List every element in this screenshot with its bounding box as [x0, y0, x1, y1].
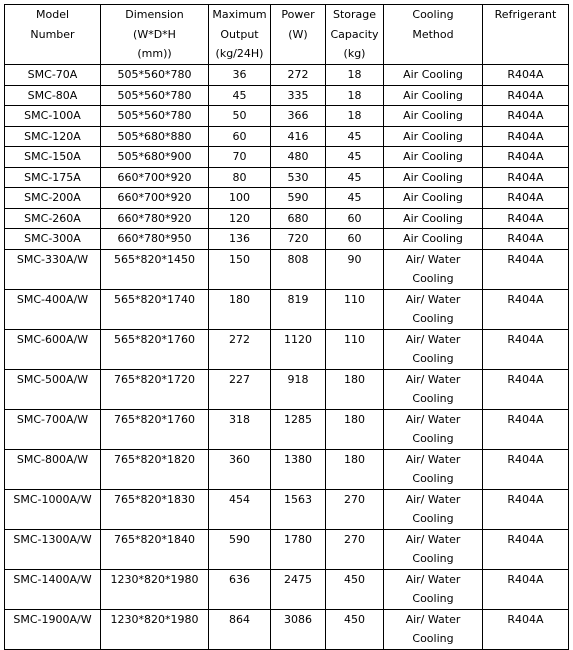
cell-model: SMC-200A	[5, 188, 101, 209]
table-row	[5, 208, 569, 229]
cell-output: 100	[209, 188, 271, 209]
cell-model: SMC-70A	[5, 65, 101, 86]
cell-dimension: 660*780*950	[101, 229, 209, 250]
cell-output: 70	[209, 147, 271, 168]
table-row	[5, 126, 569, 147]
table-row	[5, 489, 569, 529]
cell-storage: 110	[326, 329, 384, 369]
cell-dimension: 565*820*1740	[101, 289, 209, 329]
cell-storage: 60	[326, 208, 384, 229]
cell-refrigerant: R404A	[483, 229, 569, 250]
cell-model: SMC-700A/W	[5, 409, 101, 449]
header-cooling: Cooling Method	[384, 5, 483, 65]
cell-power: 1780	[271, 529, 326, 569]
cell-cooling: Air/ Water Cooling	[384, 569, 483, 609]
header-storage: Storage Capacity (kg)	[326, 5, 384, 65]
cell-power: 1563	[271, 489, 326, 529]
cell-model: SMC-1000A/W	[5, 489, 101, 529]
table-row	[5, 569, 569, 609]
cell-model: SMC-80A	[5, 85, 101, 106]
cell-storage: 180	[326, 409, 384, 449]
cell-model: SMC-300A	[5, 229, 101, 250]
cell-dimension: 505*680*880	[101, 126, 209, 147]
table-row	[5, 65, 569, 86]
cell-storage: 18	[326, 106, 384, 127]
cell-storage: 18	[326, 65, 384, 86]
cell-power: 590	[271, 188, 326, 209]
cell-refrigerant: R404A	[483, 208, 569, 229]
cell-refrigerant: R404A	[483, 65, 569, 86]
cell-dimension: 765*820*1830	[101, 489, 209, 529]
cell-dimension: 765*820*1840	[101, 529, 209, 569]
cell-output: 136	[209, 229, 271, 250]
cell-storage: 270	[326, 529, 384, 569]
cell-cooling: Air Cooling	[384, 208, 483, 229]
table-row	[5, 249, 569, 289]
cell-power: 272	[271, 65, 326, 86]
table-row	[5, 147, 569, 168]
cell-model: SMC-1900A/W	[5, 609, 101, 649]
cell-output: 120	[209, 208, 271, 229]
cell-storage: 60	[326, 229, 384, 250]
cell-dimension: 660*700*920	[101, 167, 209, 188]
cell-output: 864	[209, 609, 271, 649]
cell-model: SMC-1400A/W	[5, 569, 101, 609]
cell-dimension: 565*820*1760	[101, 329, 209, 369]
cell-output: 590	[209, 529, 271, 569]
cell-storage: 180	[326, 369, 384, 409]
cell-power: 3086	[271, 609, 326, 649]
cell-power: 335	[271, 85, 326, 106]
header-output: Maximum Output (kg/24H)	[209, 5, 271, 65]
table-row	[5, 167, 569, 188]
cell-refrigerant: R404A	[483, 409, 569, 449]
cell-output: 150	[209, 249, 271, 289]
cell-refrigerant: R404A	[483, 609, 569, 649]
cell-storage: 270	[326, 489, 384, 529]
cell-dimension: 765*820*1760	[101, 409, 209, 449]
cell-model: SMC-175A	[5, 167, 101, 188]
cell-cooling: Air/ Water Cooling	[384, 249, 483, 289]
cell-dimension: 1230*820*1980	[101, 569, 209, 609]
cell-storage: 180	[326, 449, 384, 489]
cell-output: 272	[209, 329, 271, 369]
cell-power: 416	[271, 126, 326, 147]
header-row	[5, 5, 569, 65]
cell-power: 808	[271, 249, 326, 289]
cell-power: 480	[271, 147, 326, 168]
cell-dimension: 505*560*780	[101, 106, 209, 127]
cell-power: 1285	[271, 409, 326, 449]
cell-cooling: Air/ Water Cooling	[384, 369, 483, 409]
cell-power: 1380	[271, 449, 326, 489]
header-power: Power (W)	[271, 5, 326, 65]
cell-cooling: Air Cooling	[384, 229, 483, 250]
cell-cooling: Air/ Water Cooling	[384, 489, 483, 529]
table-row	[5, 409, 569, 449]
cell-output: 454	[209, 489, 271, 529]
cell-power: 2475	[271, 569, 326, 609]
cell-output: 45	[209, 85, 271, 106]
cell-cooling: Air Cooling	[384, 188, 483, 209]
cell-model: SMC-330A/W	[5, 249, 101, 289]
cell-storage: 45	[326, 188, 384, 209]
cell-power: 530	[271, 167, 326, 188]
cell-cooling: Air Cooling	[384, 85, 483, 106]
cell-cooling: Air/ Water Cooling	[384, 609, 483, 649]
cell-refrigerant: R404A	[483, 489, 569, 529]
cell-model: SMC-400A/W	[5, 289, 101, 329]
cell-output: 227	[209, 369, 271, 409]
cell-cooling: Air/ Water Cooling	[384, 289, 483, 329]
cell-output: 180	[209, 289, 271, 329]
cell-storage: 450	[326, 609, 384, 649]
table-row	[5, 289, 569, 329]
cell-refrigerant: R404A	[483, 126, 569, 147]
table-row	[5, 85, 569, 106]
cell-storage: 45	[326, 167, 384, 188]
cell-dimension: 505*680*900	[101, 147, 209, 168]
cell-dimension: 765*820*1720	[101, 369, 209, 409]
cell-refrigerant: R404A	[483, 249, 569, 289]
cell-cooling: Air Cooling	[384, 147, 483, 168]
cell-cooling: Air Cooling	[384, 167, 483, 188]
cell-output: 60	[209, 126, 271, 147]
cell-cooling: Air Cooling	[384, 106, 483, 127]
cell-output: 80	[209, 167, 271, 188]
cell-power: 720	[271, 229, 326, 250]
cell-power: 366	[271, 106, 326, 127]
table-row	[5, 609, 569, 649]
cell-model: SMC-1300A/W	[5, 529, 101, 569]
cell-storage: 45	[326, 147, 384, 168]
cell-output: 636	[209, 569, 271, 609]
cell-storage: 110	[326, 289, 384, 329]
cell-storage: 45	[326, 126, 384, 147]
table-body	[5, 65, 569, 650]
cell-output: 360	[209, 449, 271, 489]
table-row	[5, 449, 569, 489]
cell-model: SMC-260A	[5, 208, 101, 229]
cell-dimension: 505*560*780	[101, 65, 209, 86]
cell-power: 819	[271, 289, 326, 329]
cell-refrigerant: R404A	[483, 167, 569, 188]
cell-cooling: Air Cooling	[384, 126, 483, 147]
cell-dimension: 660*700*920	[101, 188, 209, 209]
cell-refrigerant: R404A	[483, 529, 569, 569]
cell-cooling: Air Cooling	[384, 65, 483, 86]
cell-model: SMC-150A	[5, 147, 101, 168]
cell-refrigerant: R404A	[483, 329, 569, 369]
cell-refrigerant: R404A	[483, 289, 569, 329]
cell-output: 318	[209, 409, 271, 449]
cell-dimension: 765*820*1820	[101, 449, 209, 489]
cell-refrigerant: R404A	[483, 369, 569, 409]
cell-output: 36	[209, 65, 271, 86]
cell-storage: 90	[326, 249, 384, 289]
cell-dimension: 1230*820*1980	[101, 609, 209, 649]
cell-output: 50	[209, 106, 271, 127]
table-row	[5, 369, 569, 409]
cell-dimension: 565*820*1450	[101, 249, 209, 289]
cell-refrigerant: R404A	[483, 569, 569, 609]
cell-refrigerant: R404A	[483, 147, 569, 168]
spec-table	[4, 4, 569, 650]
cell-dimension: 660*780*920	[101, 208, 209, 229]
header-dimension: Dimension (W*D*H (mm))	[101, 5, 209, 65]
table-row	[5, 188, 569, 209]
cell-power: 1120	[271, 329, 326, 369]
cell-refrigerant: R404A	[483, 449, 569, 489]
table-row	[5, 106, 569, 127]
cell-model: SMC-800A/W	[5, 449, 101, 489]
cell-model: SMC-120A	[5, 126, 101, 147]
cell-model: SMC-600A/W	[5, 329, 101, 369]
cell-refrigerant: R404A	[483, 85, 569, 106]
cell-cooling: Air/ Water Cooling	[384, 409, 483, 449]
cell-storage: 18	[326, 85, 384, 106]
table-row	[5, 329, 569, 369]
header-model: Model Number	[5, 5, 101, 65]
header-refrigerant: Refrigerant	[483, 5, 569, 65]
cell-power: 918	[271, 369, 326, 409]
table-row	[5, 229, 569, 250]
cell-cooling: Air/ Water Cooling	[384, 449, 483, 489]
cell-cooling: Air/ Water Cooling	[384, 329, 483, 369]
cell-model: SMC-500A/W	[5, 369, 101, 409]
cell-power: 680	[271, 208, 326, 229]
table-header	[5, 5, 569, 65]
cell-model: SMC-100A	[5, 106, 101, 127]
cell-refrigerant: R404A	[483, 188, 569, 209]
cell-refrigerant: R404A	[483, 106, 569, 127]
table-row	[5, 529, 569, 569]
cell-storage: 450	[326, 569, 384, 609]
cell-cooling: Air/ Water Cooling	[384, 529, 483, 569]
cell-dimension: 505*560*780	[101, 85, 209, 106]
